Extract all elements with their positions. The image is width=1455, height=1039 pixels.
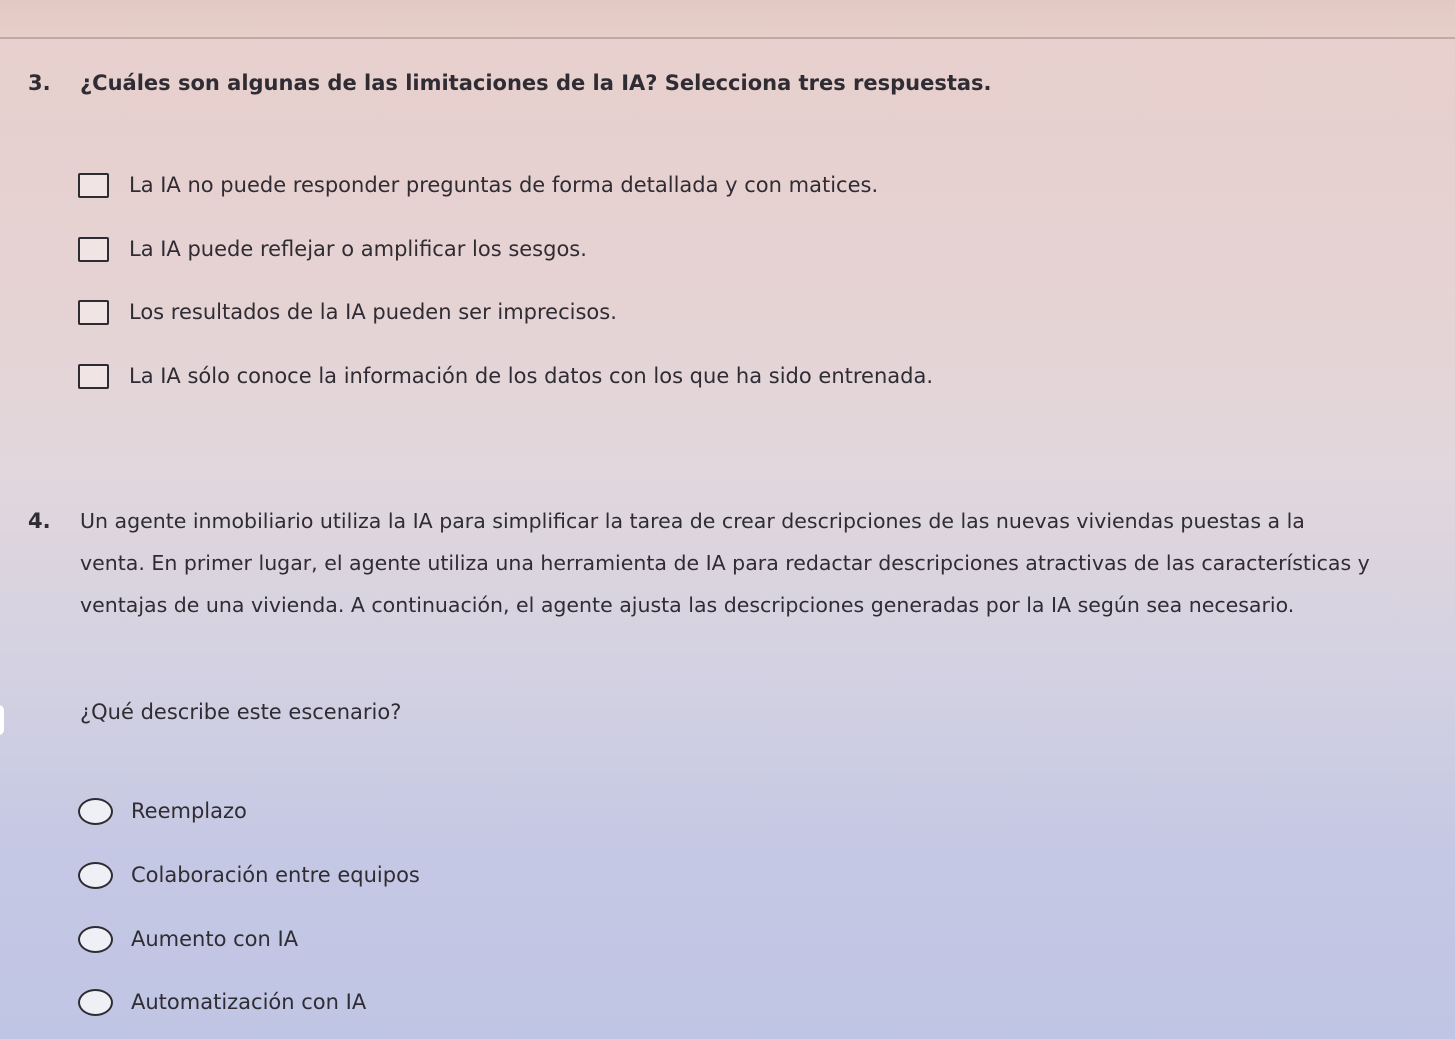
q3-option-2-label: La IA puede reflejar o amplificar los sesgos. [129, 237, 587, 261]
q4-option-2-label: Colaboración entre equipos [131, 863, 420, 887]
radio-button[interactable] [78, 798, 113, 825]
q4-option-4-label: Automatización con IA [131, 990, 367, 1014]
radio-button[interactable] [78, 862, 113, 889]
q3-option-4[interactable] [78, 356, 933, 396]
q4-option-1-label: Reemplazo [131, 799, 247, 823]
q3-option-3[interactable] [78, 292, 617, 332]
question-4-number: 4. [28, 509, 51, 533]
q4-option-3-label: Aumento con IA [131, 927, 299, 951]
q4-option-3[interactable] [78, 919, 298, 959]
radio-button[interactable] [78, 926, 113, 953]
screen-glare [0, 705, 4, 735]
q3-option-1-label: La IA no puede responder preguntas de forma detallada y con matices. [129, 173, 879, 197]
checkbox[interactable] [78, 364, 109, 389]
checkbox[interactable] [78, 237, 109, 262]
checkbox[interactable] [78, 173, 109, 198]
question-4-text: Un agente inmobiliario utiliza la IA para simplificar la tarea de crear descripciones de las nuevas viviendas puestas a la venta. En primer lugar, el agente utiliza una herramienta de IA para redactar descripciones atractivas de las características y ventajas de una vivienda. A continuación, el agente ajusta las descripciones generadas por la IA según sea necesario. [80, 509, 1370, 617]
q3-option-3-label: Los resultados de la IA pueden ser imprecisos. [129, 300, 617, 324]
question-3-text: ¿Cuáles son algunas de las limitaciones de la IA? Selecciona tres respuestas. [80, 71, 992, 95]
q3-option-4-label: La IA sólo conoce la información de los datos con los que ha sido entrenada. [129, 364, 934, 388]
q4-option-2[interactable] [78, 855, 420, 895]
top-strip [0, 0, 1455, 37]
q3-option-2[interactable] [78, 229, 587, 269]
header-divider [0, 37, 1455, 39]
radio-button[interactable] [78, 989, 113, 1016]
question-3-number: 3. [28, 71, 51, 95]
checkbox[interactable] [78, 300, 109, 325]
question-4-prompt: ¿Qué describe este escenario? [80, 700, 402, 724]
q4-option-1[interactable] [78, 791, 247, 831]
q4-option-4[interactable] [78, 982, 366, 1022]
q3-option-1[interactable] [78, 165, 878, 205]
